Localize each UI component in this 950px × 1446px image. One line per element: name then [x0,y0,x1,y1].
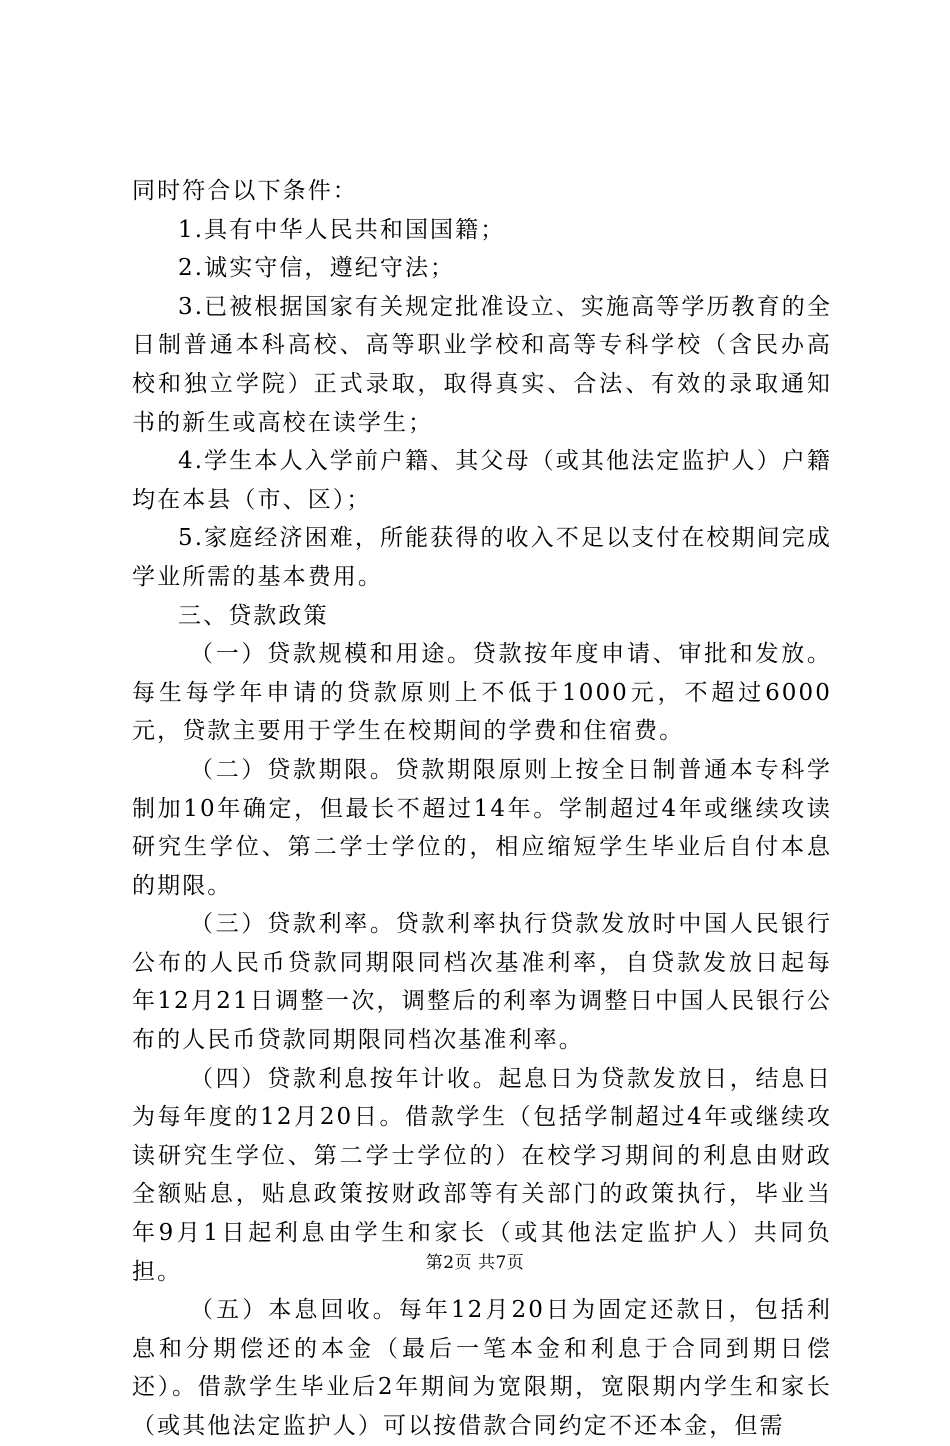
page-footer: 第2页 共7页 [425,1253,525,1273]
paragraph-5: 5.家庭经济困难，所能获得的收入不足以支付在校期间完成学业所需的基本费用。 [132,525,832,590]
paragraph-11: （五）本息回收。每年12月20日为固定还款日，包括利息和分期偿还的本金（最后一笔本金和利息于合同到期日偿还）。借款学生毕业后2年期间为宽限期，宽限期内学生和家长（或其他法定监护人）可以按借款合同约定不还本金，但需 [132,1297,832,1439]
paragraph-2: 2.诚实守信，遵纪守法； [178,255,456,282]
paragraph-0: 同时符合以下条件： [132,178,358,204]
paragraph-4: 4.学生本人入学前户籍、其父母（或其他法定监护人）户籍均在本县（市、区）； [132,448,832,513]
paragraph-3: 3.已被根据国家有关规定批准设立、实施高等学历教育的全日制普通本科高校、高等职业学校和高等专科学校（含民办高校和独立学院）正式录取，取得真实、合法、有效的录取通知书的新生或高校在读学生； [132,293,832,436]
section-heading: 三、贷款政策 [178,602,329,629]
paragraph-7: （一）贷款规模和用途。贷款按年度申请、审批和发放。每生每学年申请的贷款原则上不低于1000元，不超过6000元，贷款主要用于学生在校期间的学费和住宿费。 [132,641,832,745]
paragraph-1: 1.具有中华人民共和国国籍； [178,216,506,243]
paragraph-10: （四）贷款利息按年计收。起息日为贷款发放日，结息日为每年度的12月20日。借款学生（包括学制超过4年或继续攻读研究生学位、第二学士学位的）在校学习期间的利息由财政全额贴息，贴息政策按财政部等有关部门的政策执行，毕业当年9月1日起利息由学生和家长（或其他法定监护人）共同负担。 [132,1065,832,1285]
paragraph-9: （三）贷款利率。贷款利率执行贷款发放时中国人民银行公布的人民币贷款同期限同档次基准利率，自贷款发放日起每年12月21日调整一次，调整后的利率为调整日中国人民银行公布的人民币贷款同期限同档次基准利率。 [132,911,832,1054]
paragraph-8: （二）贷款期限。贷款期限原则上按全日制普通本专科学制加10年确定，但最长不超过14年。学制超过4年或继续攻读研究生学位、第二学士学位的，相应缩短学生毕业后自付本息的期限。 [132,756,832,899]
